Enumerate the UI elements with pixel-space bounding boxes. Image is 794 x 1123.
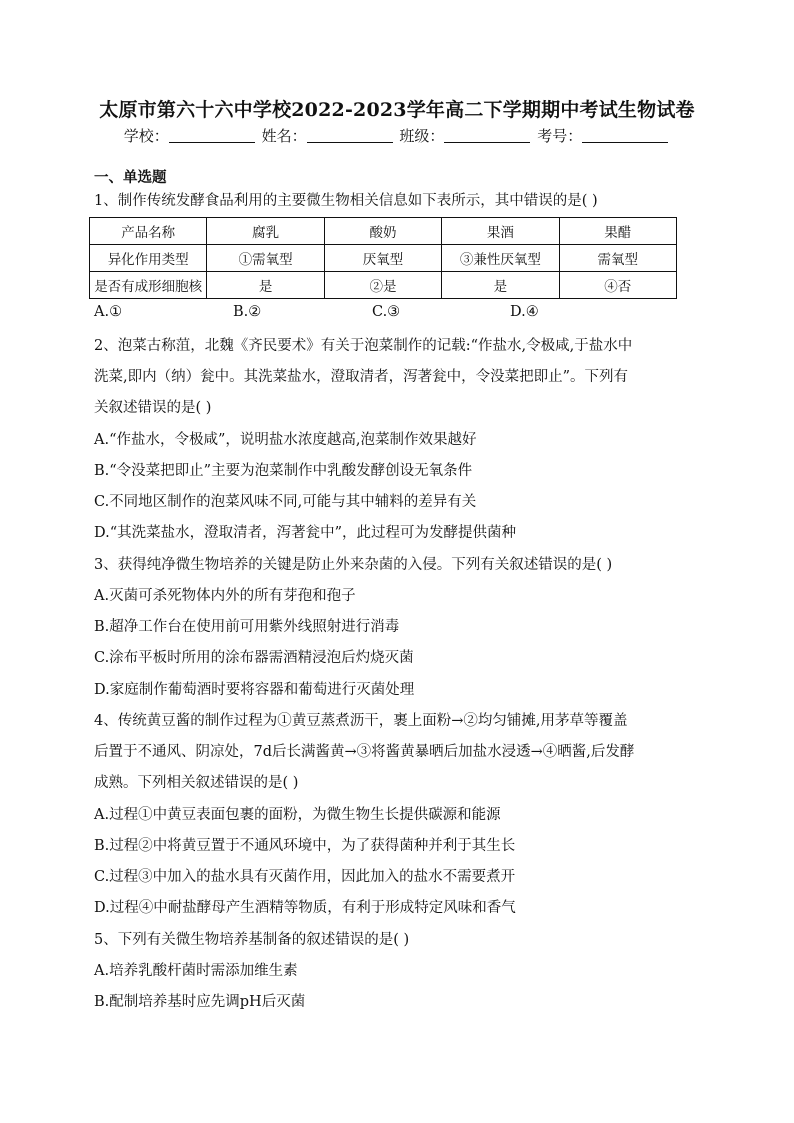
- q2-line: 洗菜,即内（纳）瓮中。其洗菜盐水，澄取清者，泻著瓮中，令没菜把即止”。下列有: [94, 369, 629, 385]
- q4-line: 成熟。下列相关叙述错误的是( ): [94, 775, 299, 791]
- table-cell: ①需氧型: [207, 245, 324, 272]
- q4-option-a: A.过程①中黄豆表面包裹的面粉，为微生物生长提供碳源和能源: [94, 807, 501, 823]
- table-cell: 需氧型: [559, 245, 676, 272]
- school-label: 学校：: [123, 127, 169, 145]
- student-info-line: [0, 125, 794, 146]
- q3-option-d: D.家庭制作葡萄酒时要将容器和葡萄进行灭菌处理: [94, 682, 415, 698]
- exam-title: 太原市第六十六中学校2022-2023学年高二下学期期中考试生物试卷: [99, 99, 695, 121]
- id-label: 考号：: [537, 127, 583, 145]
- q2-line: 关叙述错误的是( ): [94, 400, 212, 416]
- q5-stem: 5、下列有关微生物培养基制备的叙述错误的是( ): [94, 932, 410, 948]
- q3-option-b: B.超净工作台在使用前可用紫外线照射进行消毒: [94, 619, 400, 635]
- table-cell: ④否: [559, 272, 676, 299]
- class-blank[interactable]: [444, 128, 530, 143]
- school-blank[interactable]: [169, 128, 255, 143]
- table-row: [90, 218, 677, 245]
- q4-option-c: C.过程③中加入的盐水具有灭菌作用，因此加入的盐水不需要煮开: [94, 869, 516, 885]
- q2-option-c: C.不同地区制作的泡菜风味不同,可能与其中辅料的差异有关: [94, 494, 477, 510]
- table-cell: 是: [442, 272, 559, 299]
- q5-option-b: B.配制培养基时应先调pH后灭菌: [94, 994, 306, 1010]
- q2-option-d: D.“其洗菜盐水，澄取清者，泻著瓮中”，此过程可为发酵提供菌种: [94, 525, 517, 541]
- table-cell: 酸奶: [324, 218, 441, 245]
- q4-line: 后置于不通风、阴凉处，7d后长满酱黄→③将酱黄暴晒后加盐水浸透→④晒酱,后发酵: [94, 744, 635, 760]
- table-row: [90, 272, 677, 299]
- table-cell: ②是: [324, 272, 441, 299]
- table-cell: ③兼性厌氧型: [442, 245, 559, 272]
- table-cell: 腐乳: [207, 218, 324, 245]
- q1-option-d: D.④: [510, 304, 539, 320]
- table-cell: 是: [207, 272, 324, 299]
- q2-line: 2、泡菜古称菹，北魏《齐民要术》有关于泡菜制作的记载:“作盐水,令极咸,于盐水中: [94, 338, 633, 354]
- q2-option-b: B.“令没菜把即止”主要为泡菜制作中乳酸发酵创设无氧条件: [94, 463, 473, 479]
- q2-option-a: A.“作盐水，令极咸”，说明盐水浓度越高,泡菜制作效果越好: [94, 432, 477, 448]
- q3-option-c: C.涂布平板时所用的涂布器需酒精浸泡后灼烧灭菌: [94, 650, 414, 666]
- table-row: [90, 245, 677, 272]
- q5-option-a: A.培养乳酸杆菌时需添加维生素: [94, 963, 298, 979]
- id-blank[interactable]: [582, 128, 668, 143]
- q1-option-a: A.①: [94, 304, 123, 320]
- q4-line: 4、传统黄豆酱的制作过程为①黄豆蒸煮沥干，裹上面粉→②均匀铺摊,用茅草等覆盖: [94, 713, 628, 729]
- q4-option-b: B.过程②中将黄豆置于不通风环境中，为了获得菌种并利于其生长: [94, 838, 516, 854]
- q1-stem: 1、制作传统发酵食品利用的主要微生物相关信息如下表所示，其中错误的是( ): [94, 193, 598, 209]
- name-label: 姓名：: [261, 127, 307, 145]
- name-blank[interactable]: [307, 128, 393, 143]
- table-cell: 产品名称: [90, 218, 207, 245]
- q1-option-b: B.②: [233, 304, 262, 320]
- table-cell: 果酒: [442, 218, 559, 245]
- section-heading: 一、单选题: [94, 170, 167, 186]
- table-cell: 异化作用类型: [90, 245, 207, 272]
- q3-stem: 3、获得纯净微生物培养的关键是防止外来杂菌的入侵。下列有关叙述错误的是( ): [94, 557, 613, 573]
- table-cell: 果醋: [559, 218, 676, 245]
- class-label: 班级：: [399, 127, 445, 145]
- q4-option-d: D.过程④中耐盐酵母产生酒精等物质，有利于形成特定风味和香气: [94, 900, 516, 916]
- q1-option-c: C.③: [372, 304, 401, 320]
- q1-options: [94, 304, 694, 324]
- q1-table: [89, 217, 677, 299]
- table-cell: 厌氧型: [324, 245, 441, 272]
- table-cell: 是否有成形细胞核: [90, 272, 207, 299]
- q3-option-a: A.灭菌可杀死物体内外的所有芽孢和孢子: [94, 588, 356, 604]
